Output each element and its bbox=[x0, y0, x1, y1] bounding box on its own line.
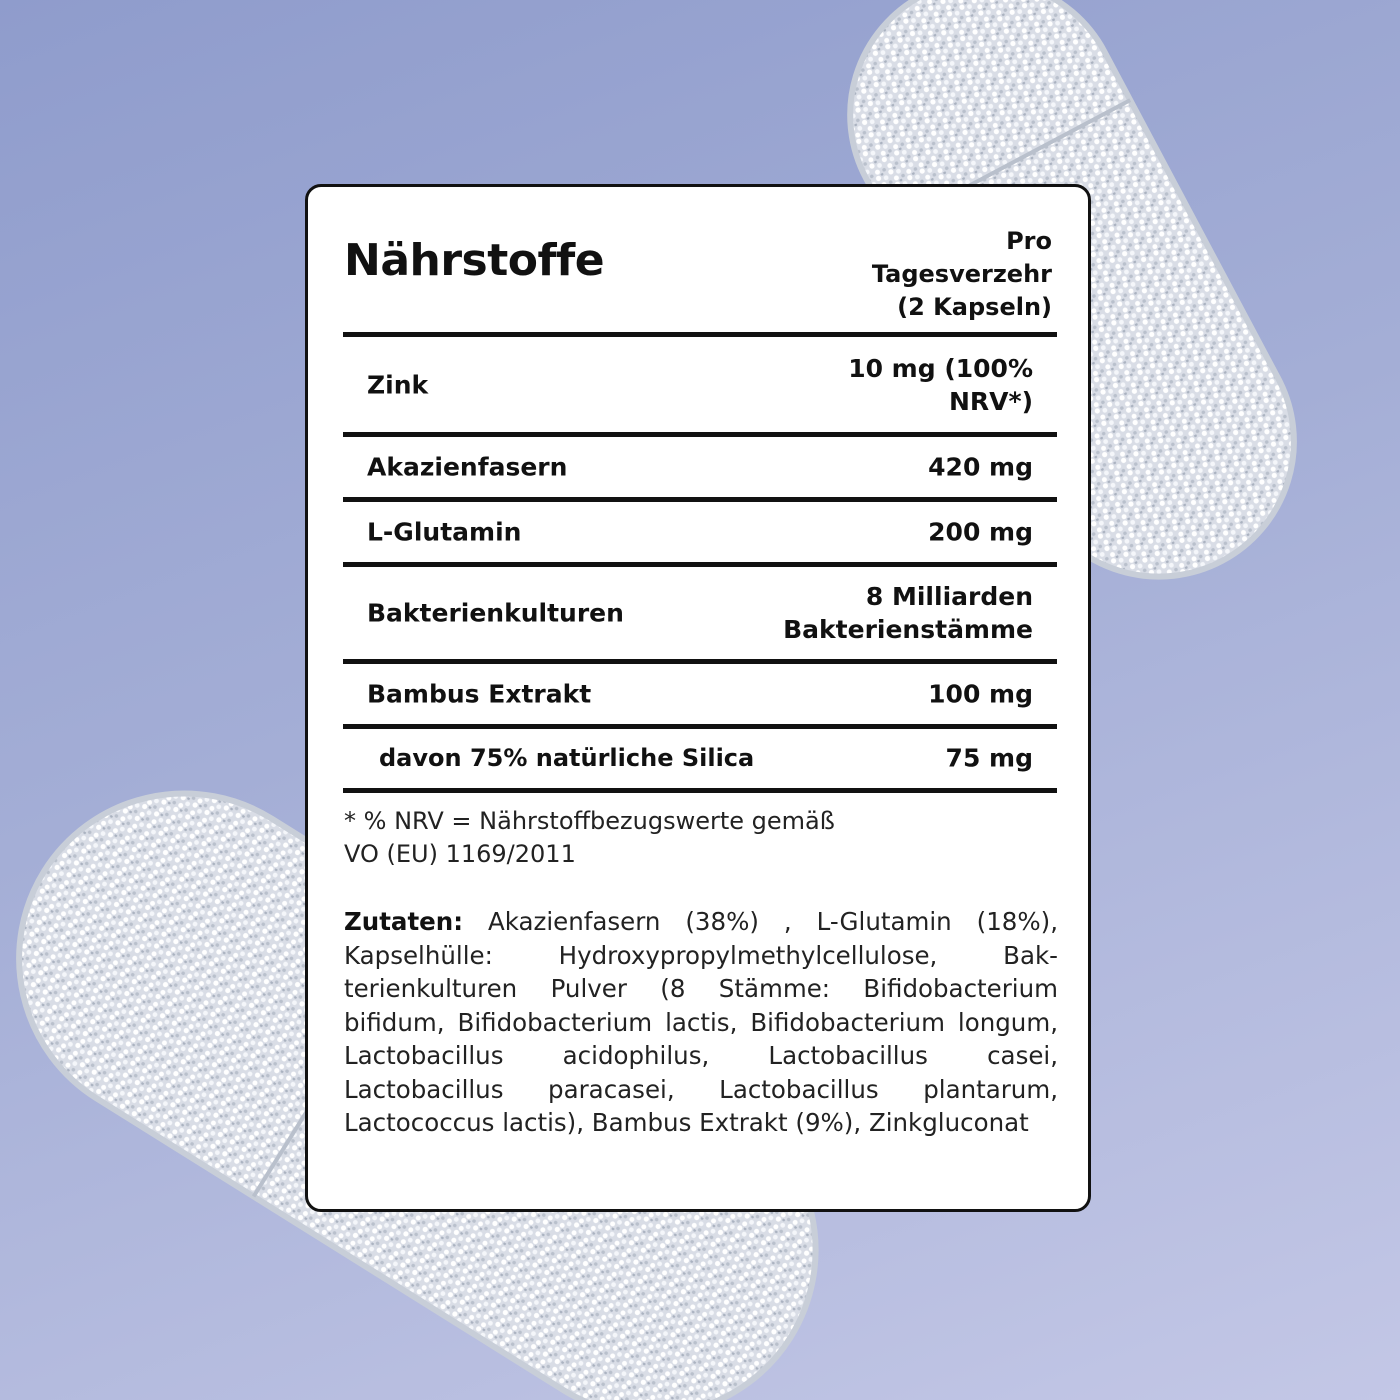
nutrient-value-line: 8 Milliarden bbox=[865, 582, 1033, 611]
ingredients-text bbox=[344, 905, 1058, 1140]
nutrient-row-bambus-extrakt bbox=[343, 664, 1057, 724]
nutrient-value-line: 100 mg bbox=[928, 679, 1033, 709]
nutrient-name: davon 75% natürliche Silica bbox=[379, 744, 755, 772]
nutrition-panel bbox=[305, 184, 1091, 1212]
column-header-line: (2 Kapseln) bbox=[897, 293, 1052, 321]
nutrient-name: L-Glutamin bbox=[367, 517, 522, 547]
nutrient-value-line: Bakterienstämme bbox=[783, 615, 1033, 644]
nutrient-value-line: NRV*) bbox=[948, 386, 1033, 416]
nutrient-value bbox=[733, 678, 1033, 711]
nutrient-row-akazienfasern bbox=[343, 437, 1057, 497]
nutrient-name: Zink bbox=[367, 370, 429, 399]
nutrient-value-line: 10 mg (100% bbox=[848, 353, 1033, 383]
ingredients-list: Akazienfasern (38%) , L-Glutamin (18%), Kapselhülle: Hydroxypropylmethylcellulose, Bakterienkulturen Pulver (8 Stämme: Bifidobacterium bifidum, Bifidobacterium lactis, Bifidobacterium longum, Lactobacillus acidophilus, Lactobacillus casei, Lactobacillus paracasei, Lactobacillus plantarum, Lactococcus lactis), Bambus Extrakt (9%), Zinkgluconat bbox=[344, 907, 1058, 1137]
nutrient-value bbox=[733, 580, 1033, 646]
nutrient-value-line: 420 mg bbox=[928, 452, 1033, 482]
nutrient-value-line: 75 mg bbox=[945, 743, 1033, 773]
nutrient-row-l-glutamin bbox=[343, 502, 1057, 562]
nutrient-value bbox=[733, 516, 1033, 549]
column-header-line: Tagesverzehr bbox=[871, 260, 1052, 288]
nutrient-value bbox=[733, 352, 1033, 418]
column-header bbox=[792, 225, 1052, 324]
nutrient-value bbox=[733, 742, 1033, 775]
nutrient-row-bakterienkulturen bbox=[343, 567, 1057, 659]
footnote-line: VO (EU) 1169/2011 bbox=[344, 840, 576, 868]
panel-title: Nährstoffe bbox=[344, 235, 605, 286]
ingredients-label: Zutaten: bbox=[344, 907, 464, 936]
divider bbox=[343, 788, 1057, 793]
nutrient-name: Akazienfasern bbox=[367, 452, 568, 482]
nutrient-name: Bambus Extrakt bbox=[367, 679, 592, 709]
footnote-line: * % NRV = Nährstoffbezugswerte gemäß bbox=[344, 807, 835, 835]
nutrient-value-line: 200 mg bbox=[928, 517, 1033, 547]
nutrient-row-silica bbox=[343, 729, 1057, 787]
nutrient-value bbox=[733, 451, 1033, 484]
column-header-line: Pro bbox=[1006, 227, 1052, 255]
nutrient-name: Bakterienkulturen bbox=[367, 598, 624, 628]
nutrient-row-zink bbox=[343, 337, 1057, 432]
nrv-footnote bbox=[344, 805, 944, 871]
